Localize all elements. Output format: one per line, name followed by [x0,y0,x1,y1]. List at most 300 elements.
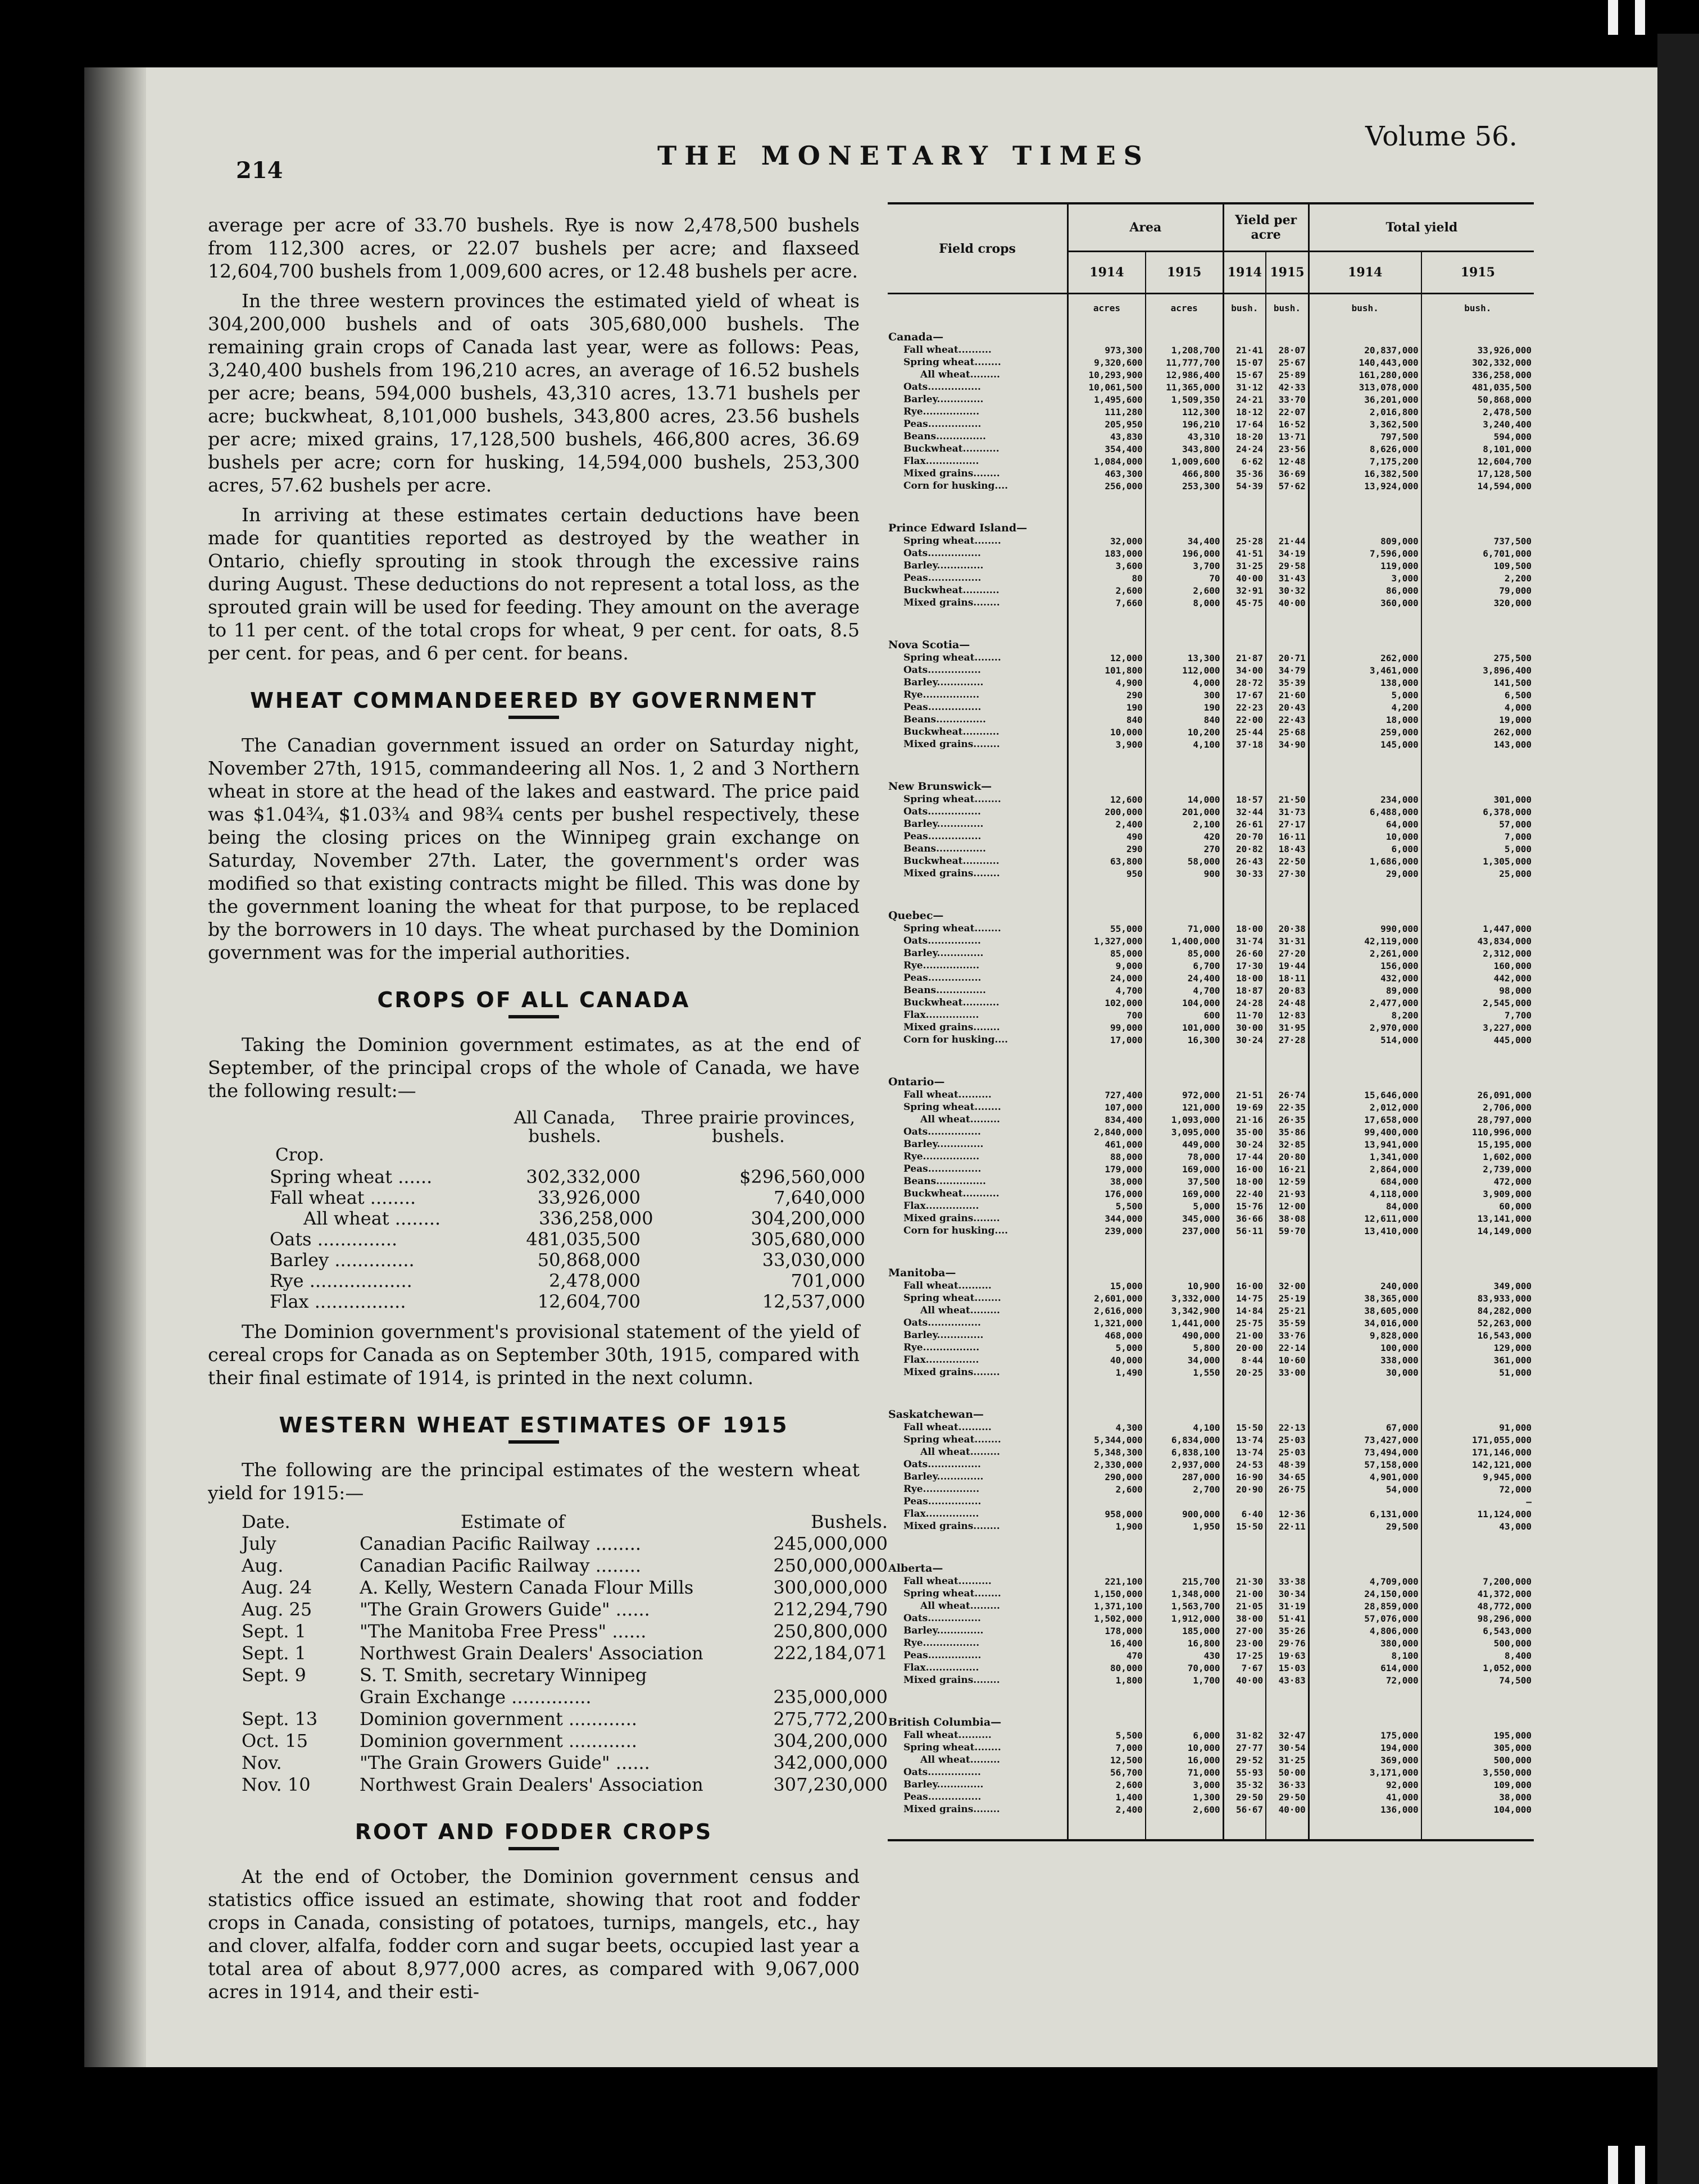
crop-value: 13·71 [1266,430,1309,443]
crop-value: 31·25 [1223,559,1266,572]
crop-value: 3,461,000 [1309,664,1421,676]
crop-value: 101,000 [1146,1021,1223,1034]
crop-value: 31·95 [1266,1021,1309,1034]
blank-cell [1223,880,1266,909]
crop-value: 6·40 [1223,1508,1266,1520]
estimate-bushels: 300,000,000 [773,1577,888,1598]
crop-name: Mixed grains........ [888,738,1068,750]
crop-value: 221,100 [1068,1575,1146,1587]
crop-value: 24·28 [1223,997,1266,1009]
blank-cell [1146,638,1223,652]
section-heading: CROPS OF ALL CANADA [377,988,690,1012]
crop-value: 25·21 [1266,1304,1309,1317]
crop-value: 33·70 [1266,393,1309,406]
blank-cell [1146,1266,1223,1280]
crop-row [888,738,1534,750]
blank-cell [1223,1237,1266,1266]
crop-value: 22·43 [1266,713,1309,726]
blank-cell [1309,321,1421,330]
crop-name: Fall wheat.......... [888,1280,1068,1292]
crop-name: Oats................ [888,664,1068,676]
estimate-row [242,1686,888,1708]
crop-value: 57,158,000 [1309,1458,1421,1471]
crop-value: 17·64 [1223,418,1266,430]
blank-cell [1223,1075,1266,1089]
crop-value: 31·31 [1266,935,1309,947]
crop-value: 24·24 [1223,443,1266,455]
crop-value: 169,000 [1146,1163,1223,1175]
blank-cell [1146,1716,1223,1729]
crop-row [888,1729,1534,1741]
crop-row [888,1089,1534,1101]
crop-value: 1,900 [1068,1520,1146,1532]
crop-value: 8·44 [1223,1354,1266,1366]
crop-value: 2,700 [1146,1483,1223,1495]
crop-name: Corn for husking.... [888,480,1068,492]
crop-value: 200,000 [1068,806,1146,818]
blank-cell [1421,1378,1534,1408]
crop-name: Spring wheat........ [888,1434,1068,1446]
table-bottom [888,1816,1534,1840]
crop-value: 1,371,100 [1068,1600,1146,1612]
crop-name: Mixed grains........ [888,1021,1068,1034]
crop-row [888,1662,1534,1674]
crop-value: 143,000 [1493,739,1532,750]
crop-name: Spring wheat........ [888,1292,1068,1304]
crop-value: 101,800 [1068,664,1146,676]
estimate-row [242,1599,888,1621]
crop-row [888,1483,1534,1495]
blank-cell [888,609,1068,638]
crop-row [888,455,1534,467]
crop-value: 34·65 [1266,1471,1309,1483]
crops-cell-crop: Barley .............. [270,1249,415,1271]
blank-cell [1266,638,1309,652]
unit-label: acres [1146,294,1223,322]
blank-cell [1266,330,1309,344]
crop-value: 25,000 [1499,868,1532,879]
crop-value: 16·00 [1223,1280,1266,1292]
crop-value: 20·25 [1223,1366,1266,1378]
crop-value: 16·52 [1266,418,1309,430]
crop-value: 156,000 [1309,959,1421,972]
crop-value: 6,131,000 [1309,1508,1421,1520]
estimate-row [242,1730,888,1752]
crop-value: 840 [1146,713,1223,726]
crop-name: Barley.............. [888,676,1068,689]
blank-cell [1146,750,1223,780]
blank-cell [1421,330,1534,344]
crops-row [270,1229,865,1250]
crop-value: 35·59 [1266,1317,1309,1329]
blank-cell [1266,1532,1309,1562]
blank-cell [1309,1532,1421,1562]
crop-value: 2,200 [1504,572,1532,584]
crop-row [888,1187,1534,1200]
blank-cell [1421,609,1534,638]
crops-cell-all: 336,258,000 [539,1208,653,1229]
blank-cell [1421,1532,1534,1562]
crop-value: 40·00 [1266,597,1309,609]
blank-cell [1223,521,1266,535]
crops-row [270,1208,865,1229]
crop-name: Corn for husking.... [888,1225,1068,1237]
crop-value: 20·83 [1266,984,1309,997]
blank-cell [1223,750,1266,780]
crop-value: 13·74 [1223,1434,1266,1446]
blank-cell [888,1237,1068,1266]
crop-row [888,1791,1534,1803]
crop-value: 3,896,400 [1483,665,1532,676]
crop-value: 136,000 [1309,1803,1421,1816]
crop-value: 10,200 [1146,726,1223,738]
crop-name: Oats................ [888,547,1068,559]
estimate-date: Nov. 10 [242,1774,311,1795]
crop-value: 345,000 [1146,1212,1223,1225]
blank-cell [1146,1686,1223,1716]
crop-row [888,947,1534,959]
crop-value: 22·13 [1266,1421,1309,1434]
crop-value: 171,055,000 [1472,1434,1532,1445]
blank-cell [1266,909,1309,922]
next-page-edge [1657,34,1699,2184]
paragraph: The Canadian government issued an order on Saturday night, November 27th, 1915, commandeering all Nos. 1, 2 and 3 Northern wheat in store at the head of the lakes and eastward. The price paid was $1.04¾, $1.03¾ and 98¾ cents per bushel respectively, these being the closing prices on the Winnipeg grain exchange on Saturday, November 27th. Later, the government's order was modified so that existing contracts might be filled. This was done by the government loaning the wheat for that purpose, to be replaced by the borrowers in 10 days. The wheat purchased by the Dominion government was for the imperial authorities. [208,734,860,963]
crop-value: 2,600 [1068,1483,1146,1495]
crop-value: 26·61 [1223,818,1266,830]
crop-name: Flax................ [888,455,1068,467]
crop-value: 78,000 [1146,1150,1223,1163]
blank-cell [1223,1378,1266,1408]
crop-name: All wheat......... [888,368,1068,381]
crop-value: 129,000 [1493,1342,1532,1353]
crop-name: Mixed grains........ [888,1674,1068,1686]
crop-value: 320,000 [1493,597,1532,608]
crop-value: 13,410,000 [1309,1225,1421,1237]
crop-row [888,843,1534,855]
crop-value: 20·82 [1223,843,1266,855]
crop-row [888,1138,1534,1150]
crop-row [888,1495,1534,1508]
crop-name: Rye................. [888,1341,1068,1354]
crop-value: 34,016,000 [1309,1317,1421,1329]
spacer-row [888,492,1534,521]
crop-name: Fall wheat.......... [888,1729,1068,1741]
crop-value: 360,000 [1309,597,1421,609]
crop-value: 262,000 [1309,652,1421,664]
estimate-source: S. T. Smith, secretary Winnipeg [360,1664,647,1686]
crop-row [888,393,1534,406]
crops-cell-crop: Spring wheat ...... [270,1166,433,1187]
blank-cell [1421,492,1534,521]
section-heading: WHEAT COMMANDEERED BY GOVERNMENT [250,688,817,713]
crop-value: 5,500 [1068,1200,1146,1212]
crop-value: 190 [1068,701,1146,713]
blank-cell [1146,492,1223,521]
crops-cell-prairie: 701,000 [791,1270,865,1291]
blank-cell [1309,492,1421,521]
spacer-row [888,1237,1534,1266]
crop-value: 8,400 [1504,1650,1532,1661]
crop-value: 3,000 [1309,572,1421,584]
province-row [888,330,1534,344]
crop-row [888,972,1534,984]
blank-cell [1146,1046,1223,1075]
crop-value: 15·50 [1223,1421,1266,1434]
crop-value: 80,000 [1068,1662,1146,1674]
crop-value: 17·25 [1223,1649,1266,1662]
crop-value: 300 [1146,689,1223,701]
crop-row [888,559,1534,572]
crop-value: 26·35 [1266,1113,1309,1126]
crop-value: 52,263,000 [1477,1317,1532,1328]
crop-value: 31·19 [1266,1600,1309,1612]
crop-table-body [888,294,1534,1841]
crop-value: 25·89 [1266,368,1309,381]
crop-value: 973,300 [1068,344,1146,356]
crops-cell-prairie: 305,680,000 [751,1229,865,1250]
estimate-bushels: 250,800,000 [773,1621,888,1642]
crop-value: 31·25 [1266,1754,1309,1766]
crop-value: 14,149,000 [1477,1225,1532,1236]
crop-row [888,713,1534,726]
crop-value: 16,300 [1146,1034,1223,1046]
crop-name: Spring wheat........ [888,535,1068,547]
crop-value: 36·33 [1266,1778,1309,1791]
blank-cell [1068,1237,1146,1266]
blank-cell [1146,330,1223,344]
crop-row [888,1421,1534,1434]
blank-cell [1223,1716,1266,1729]
crop-value: 24·53 [1223,1458,1266,1471]
crop-value: 3,227,000 [1483,1022,1532,1033]
crop-value: 6,700 [1146,959,1223,972]
estimate-date: Sept. 1 [242,1621,306,1642]
estimates-body [242,1533,888,1796]
crop-row [888,1021,1534,1034]
crop-value: 20·38 [1266,922,1309,935]
crop-value: 34·00 [1223,664,1266,676]
blank-cell [1421,1686,1534,1716]
blank-cell [888,294,1068,322]
crop-value: 336,258,000 [1472,369,1532,380]
crop-name: Beans............... [888,984,1068,997]
crop-name: Rye................. [888,1150,1068,1163]
crop-value: 27·77 [1223,1741,1266,1754]
blank-cell [888,750,1068,780]
heading-rule [508,1015,559,1018]
blank-cell [1068,1075,1146,1089]
province-name: Ontario— [888,1075,1068,1089]
crop-value: 301,000 [1493,794,1532,805]
crop-value: 30·33 [1223,867,1266,880]
crop-name: Mixed grains........ [888,1366,1068,1378]
crop-value: 35·86 [1266,1126,1309,1138]
crop-name: Barley.............. [888,818,1068,830]
crop-value: 1,441,000 [1146,1317,1223,1329]
crop-value: 33·00 [1266,1366,1309,1378]
crop-value: 11,365,000 [1146,381,1223,393]
blank-cell [888,880,1068,909]
crop-value: 9,945,000 [1483,1471,1532,1482]
crops-row [270,1271,865,1291]
crop-value: 26·75 [1266,1483,1309,1495]
blank-cell [1309,1046,1421,1075]
crop-value: 18·43 [1266,843,1309,855]
crop-value: 14,000 [1146,793,1223,806]
crop-name: Beans............... [888,430,1068,443]
crop-name: Barley.............. [888,947,1068,959]
crop-value: 338,000 [1309,1354,1421,1366]
blank-cell [1068,909,1146,922]
crop-value: 21·51 [1223,1089,1266,1101]
crop-row [888,1625,1534,1637]
crop-value: 466,800 [1146,467,1223,480]
estimate-row [242,1642,888,1664]
crop-value: 514,000 [1309,1034,1421,1046]
crop-value: 34,000 [1146,1354,1223,1366]
crop-value: 30·32 [1266,584,1309,597]
crop-value: 41·51 [1223,547,1266,559]
crop-value: 38·00 [1223,1612,1266,1625]
crop-value: 32·44 [1223,806,1266,818]
blank-cell [1421,780,1534,793]
crop-name: Spring wheat........ [888,652,1068,664]
crop-value: 30·00 [1223,1021,1266,1034]
blank-cell [888,492,1068,521]
crop-value: 430 [1146,1649,1223,1662]
crop-value: 56·11 [1223,1225,1266,1237]
crop-value: 369,000 [1309,1754,1421,1766]
crop-row [888,997,1534,1009]
crop-value: 4,000 [1504,702,1532,713]
crop-value: 1,602,000 [1483,1151,1532,1162]
estimate-bushels: 304,200,000 [773,1730,888,1751]
province-name: Nova Scotia— [888,638,1068,652]
crop-row [888,1175,1534,1187]
crop-value: 31·73 [1266,806,1309,818]
crop-row [888,959,1534,972]
crop-value: 3,700 [1146,559,1223,572]
crop-value: 18·57 [1223,793,1266,806]
estimate-source: Northwest Grain Dealers' Association [360,1642,703,1664]
crop-value: 470 [1068,1649,1146,1662]
crop-value: 18·00 [1223,972,1266,984]
crop-value: 3,342,900 [1146,1304,1223,1317]
estimate-date: Sept. 13 [242,1708,318,1730]
crop-value: 18,000 [1309,713,1421,726]
blank-cell [888,1378,1068,1408]
blank-cell [1309,909,1421,922]
crop-value: 262,000 [1493,726,1532,738]
crop-name: Rye................. [888,1637,1068,1649]
blank-cell [1309,521,1421,535]
crop-value: 84,000 [1309,1200,1421,1212]
crop-row [888,935,1534,947]
crop-value: 343,800 [1146,443,1223,455]
paragraph: At the end of October, the Dominion government census and statistics office issued an estimate, showing that root and fodder crops in Canada, consisting of potatoes, turnips, mangels, etc., hay and clover, alfalfa, fodder corn and sugar beets, occupied last year a total area of about 8,977,000 acres, as compared with 9,067,000 acres in 1914, and their esti- [208,1866,860,2003]
crop-value: 2,840,000 [1068,1126,1146,1138]
crop-value: 445,000 [1493,1034,1532,1045]
estimate-bushels: 235,000,000 [773,1686,888,1708]
blank-cell [1266,609,1309,638]
crop-row [888,676,1534,689]
crop-value [1146,1495,1223,1508]
crop-value: 7,596,000 [1309,547,1421,559]
crop-value: 354,400 [1068,443,1146,455]
crop-value: 490 [1068,830,1146,843]
crop-value: 950 [1068,867,1146,880]
crop-value: 34,400 [1146,535,1223,547]
blank-cell [1266,1562,1309,1575]
crop-value: 25·03 [1266,1434,1309,1446]
crop-row [888,689,1534,701]
crop-row [888,1575,1534,1587]
crop-name: Oats................ [888,1317,1068,1329]
blank-cell [888,1046,1068,1075]
crop-row [888,1446,1534,1458]
field-crops-header: Field crops [888,203,1068,294]
crop-value: 10,293,900 [1068,368,1146,381]
crop-value: 2,864,000 [1309,1163,1421,1175]
crop-value: 727,400 [1068,1089,1146,1101]
blank-cell [1068,321,1146,330]
blank-cell [1266,1378,1309,1408]
crop-value: 239,000 [1068,1225,1146,1237]
crop-value: 38,605,000 [1309,1304,1421,1317]
crops-row [270,1167,865,1187]
crop-value: 35·32 [1223,1778,1266,1791]
province-name: New Brunswick— [888,780,1068,793]
spacer-row [888,1532,1534,1562]
crop-value: 2,400 [1068,1803,1146,1816]
blank-cell [1223,1266,1266,1280]
crop-value: 73,494,000 [1309,1446,1421,1458]
province-name: Canada— [888,330,1068,344]
crop-value: 24·48 [1266,997,1309,1009]
crop-name: Peas................ [888,418,1068,430]
crop-value: 21·87 [1223,652,1266,664]
estimate-row [242,1577,888,1599]
estimate-row [242,1664,888,1686]
spacer-row [888,321,1534,330]
crop-value: 12·00 [1266,1200,1309,1212]
heading-rule [508,716,559,719]
crop-value: 10,900 [1146,1280,1223,1292]
blank-cell [1309,1716,1421,1729]
crop-value: 72,000 [1499,1484,1532,1495]
crop-name: Rye................. [888,689,1068,701]
crop-row [888,1225,1534,1237]
estimates-table [242,1511,888,1796]
crop-value: 1,093,000 [1146,1113,1223,1126]
crop-value: 2,261,000 [1309,947,1421,959]
crop-value: 32·47 [1266,1729,1309,1741]
crop-value: 2,600 [1068,584,1146,597]
crop-value: 6,500 [1504,689,1532,700]
crop-value [1068,1495,1146,1508]
crop-value: 22·00 [1223,713,1266,726]
blank-cell [1309,1378,1421,1408]
estimate-source: "The Manitoba Free Press" ...... [360,1621,647,1642]
crop-value: 31·82 [1223,1729,1266,1741]
crop-value: 14·75 [1223,1292,1266,1304]
crop-name: Fall wheat.......... [888,1421,1068,1434]
crop-value: 25·28 [1223,535,1266,547]
crops-cell-all: 50,868,000 [537,1249,640,1271]
blank-cell [1421,1046,1534,1075]
crop-value: 99,000 [1068,1021,1146,1034]
estimate-row [242,1774,888,1796]
